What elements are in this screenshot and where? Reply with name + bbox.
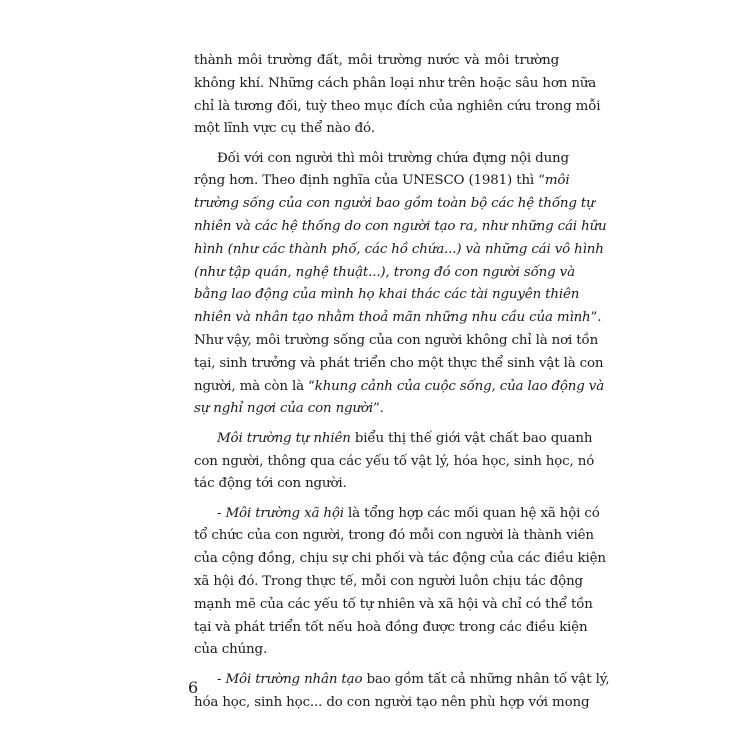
text-run: không khí. Những cách phân loại như trên hoặc sâu hơn nữa xyxy=(194,75,597,91)
text-line xyxy=(194,617,588,640)
italic-text: bằng lao động của mình họ khai thác các tài nguyên thiên xyxy=(194,287,580,303)
italic-text: Môi trường tự nhiên xyxy=(217,430,351,446)
body-text xyxy=(194,50,610,721)
text-run: con người, thông qua các yếu tố vật lý, hóa học, sinh học, nó xyxy=(194,453,595,469)
text-run: tác động tới con người. xyxy=(194,476,347,492)
text-line xyxy=(194,307,602,330)
text-line xyxy=(194,398,559,421)
text-line xyxy=(194,96,601,119)
text-line xyxy=(194,330,599,353)
paragraph xyxy=(194,428,595,496)
text-run: bao gồm tất cả những nhân tố vật lý, xyxy=(362,671,610,687)
italic-text: (như tập quán, nghệ thuật...), trong đó con người sống và xyxy=(194,264,575,280)
italic-text: Môi trường xã hội xyxy=(225,505,344,521)
text-run: một lĩnh vực cụ thể nào đó. xyxy=(194,121,375,137)
italic-text: môi xyxy=(544,173,570,189)
text-line xyxy=(194,216,607,239)
italic-text: Môi trường nhân tạo xyxy=(225,671,363,687)
text-line xyxy=(194,50,559,73)
text-line xyxy=(194,376,605,399)
italic-text: nhiên và các hệ thống do con người tạo ra, như những cái hữu xyxy=(194,219,607,235)
paragraph xyxy=(194,148,607,422)
text-run: của chúng. xyxy=(194,642,268,658)
text-run: người, mà còn là “ xyxy=(194,378,315,394)
italic-text: sự nghỉ ngơi của con người xyxy=(194,401,373,417)
text-line xyxy=(194,669,610,692)
text-line xyxy=(194,148,569,171)
text-line xyxy=(194,503,600,526)
text-run: - xyxy=(217,505,226,521)
text-line xyxy=(194,353,604,376)
text-run: mạnh mẽ của các yếu tố tự nhiên và xã hội và chỉ có thể tồn xyxy=(194,596,593,612)
text-run: - xyxy=(217,671,226,687)
text-line xyxy=(194,239,604,262)
text-line xyxy=(194,170,570,193)
text-run: tại, sinh trưởng và phát triển cho một thực thể sinh vật là con xyxy=(194,355,604,371)
page-number: 6 xyxy=(188,678,199,697)
text-line xyxy=(194,548,606,571)
text-line xyxy=(194,594,593,617)
text-line xyxy=(194,525,594,548)
text-run: Như vậy, môi trường sống của con người không chỉ là nơi tồn xyxy=(194,333,599,349)
text-line xyxy=(194,262,575,285)
text-run: của cộng đồng, chịu sự chi phối và tác động của các điều kiện xyxy=(194,551,606,567)
text-run: ”. xyxy=(590,310,602,326)
paragraph xyxy=(194,50,601,141)
text-line xyxy=(194,571,583,594)
text-run: tại và phát triển tốt nếu hoà đồng được trong các điều kiện xyxy=(194,619,588,635)
text-run: tổ chức của con người, trong đó mỗi con người là thành viên xyxy=(194,528,594,544)
italic-text: hình (như các thành phố, các hồ chứa...) và những cái vô hình xyxy=(194,241,604,257)
text-run: hóa học, sinh học... do con người tạo nên phù hợp với mong xyxy=(194,694,590,710)
italic-text: trường sống của con người bao gồm toàn bộ các hệ thống tự xyxy=(194,196,595,212)
text-line xyxy=(194,284,580,307)
italic-text: khung cảnh của cuộc sống, của lao động và xyxy=(314,378,605,394)
text-line xyxy=(194,428,593,451)
text-run: ”. xyxy=(372,401,384,417)
text-line xyxy=(194,692,590,715)
text-run: biểu thị thế giới vật chất bao quanh xyxy=(350,430,593,446)
text-run: chỉ là tương đối, tuỳ theo mục đích của nghiên cứu trong mỗi xyxy=(194,98,601,114)
text-line xyxy=(194,193,595,216)
text-line xyxy=(194,473,559,496)
paragraph xyxy=(194,503,606,663)
text-line xyxy=(194,639,559,662)
text-line xyxy=(194,451,595,474)
text-run: xã hội đó. Trong thực tế, mỗi con người luôn chịu tác động xyxy=(194,574,583,590)
italic-text: nhiên và nhân tạo nhằm thoả mãn những nhu cầu của mình xyxy=(194,310,591,326)
text-line xyxy=(194,118,559,141)
text-line xyxy=(194,73,597,96)
text-run: rộng hơn. Theo định nghĩa của UNESCO (1981) thì “ xyxy=(194,173,545,189)
text-run: là tổng hợp các mối quan hệ xã hội có xyxy=(343,505,600,521)
text-run: Đối với con người thì môi trường chứa đựng nội dung xyxy=(217,150,569,166)
paragraph xyxy=(194,669,610,715)
text-run: thành môi trường đất, môi trường nước và môi trường xyxy=(194,53,559,68)
